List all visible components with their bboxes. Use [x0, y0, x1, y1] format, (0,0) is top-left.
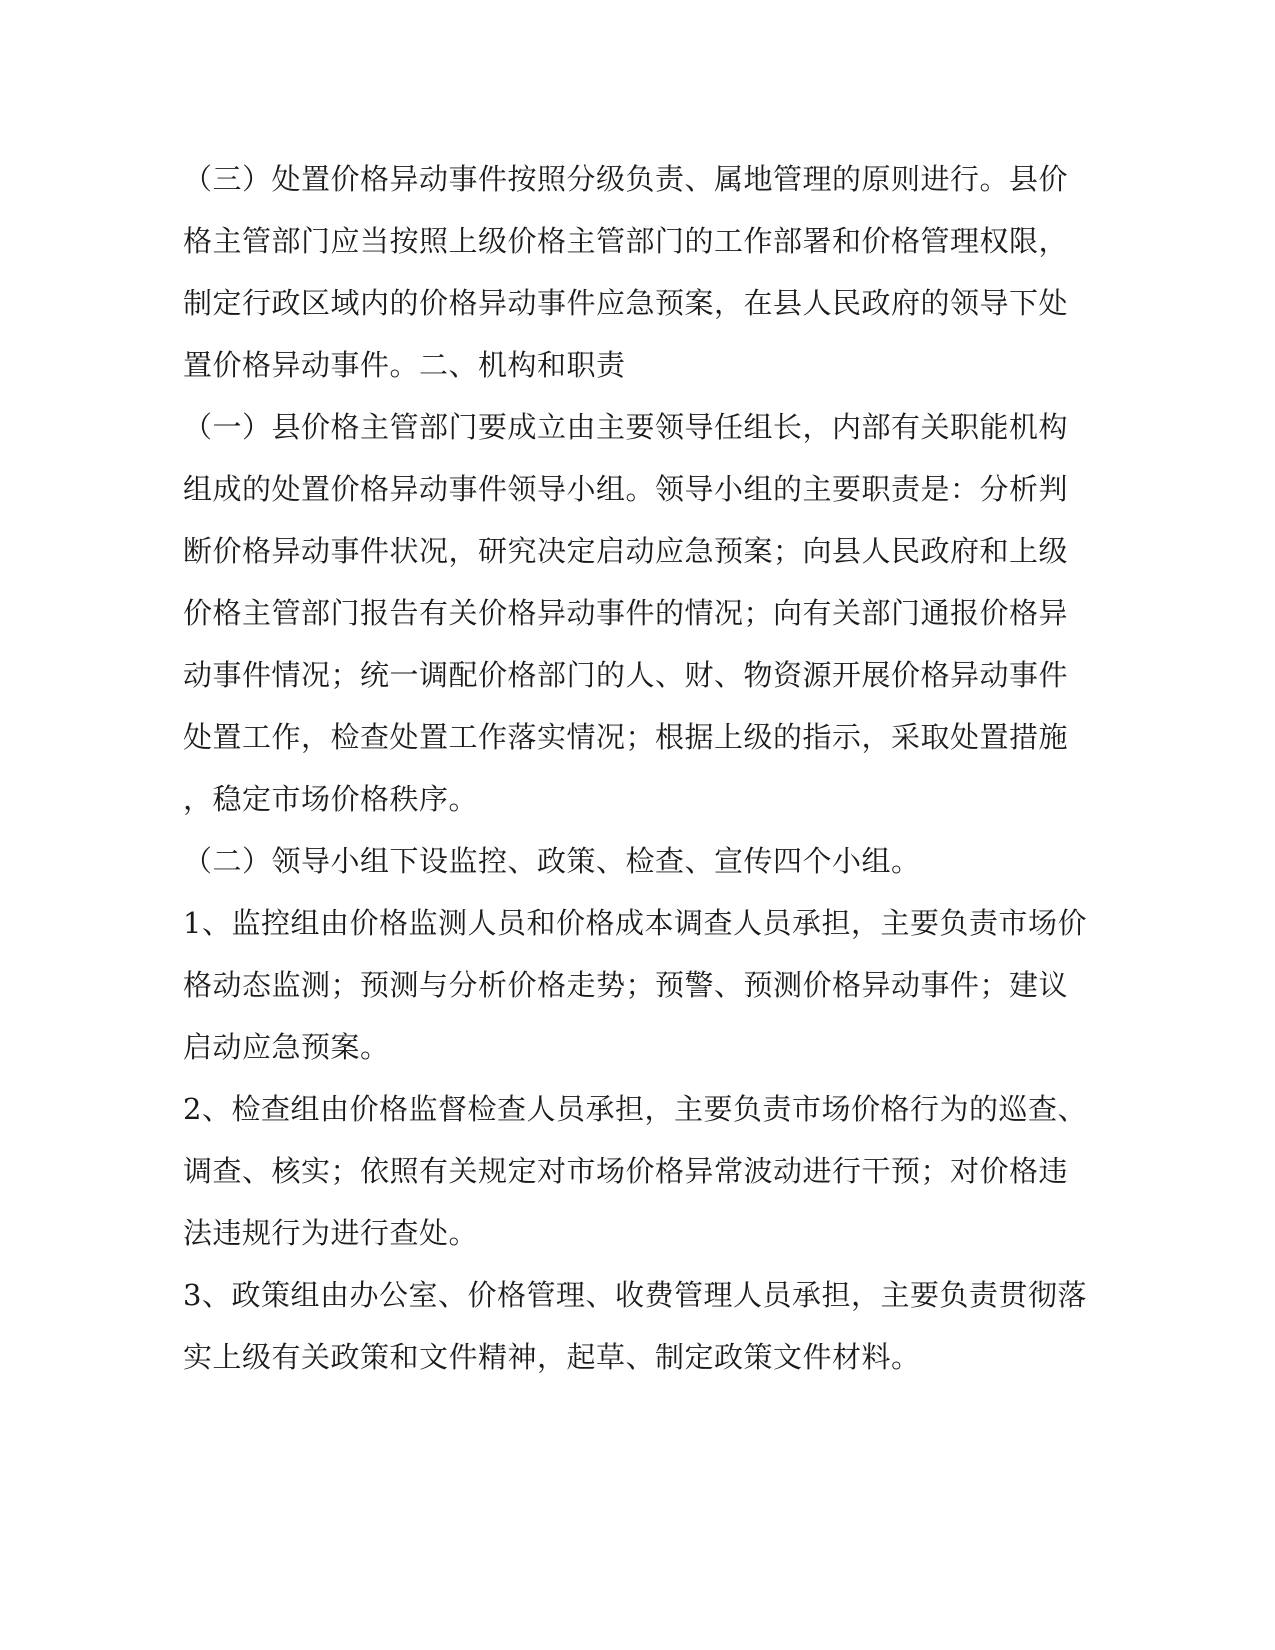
text-line: 启动应急预案。 [183, 1030, 390, 1064]
text-line: 法违规行为进行查处。 [183, 1216, 479, 1250]
text-line: 2、检查组由价格监督检查人员承担，主要负责市场价格行为的巡查、 [183, 1092, 1087, 1126]
text-line: 断价格异动事件状况，研究决定启动应急预案；向县人民政府和上级 [183, 534, 1069, 568]
text-line: 格动态监测；预测与分析价格走势；预警、预测价格异动事件；建议 [183, 968, 1069, 1002]
text-line: 调查、核实；依照有关规定对市场价格异常波动进行干预；对价格违 [183, 1154, 1069, 1188]
text-line: 3、政策组由办公室、价格管理、收费管理人员承担，主要负责贯彻落 [183, 1278, 1087, 1312]
text-line: 实上级有关政策和文件精神，起草、制定政策文件材料。 [183, 1340, 921, 1374]
document-body [183, 148, 1087, 1388]
text-line: 价格主管部门报告有关价格异动事件的情况；向有关部门通报价格异 [183, 596, 1069, 630]
text-line: 制定行政区域内的价格异动事件应急预案，在县人民政府的领导下处 [183, 286, 1069, 320]
text-line: 动事件情况；统一调配价格部门的人、财、物资源开展价格异动事件 [183, 658, 1069, 692]
text-line: （三）处置价格异动事件按照分级负责、属地管理的原则进行。县价 [183, 162, 1069, 196]
text-line: 组成的处置价格异动事件领导小组。领导小组的主要职责是：分析判 [183, 472, 1069, 506]
text-line: （二）领导小组下设监控、政策、检查、宣传四个小组。 [183, 844, 921, 878]
text-line: （一）县价格主管部门要成立由主要领导任组长，内部有关职能机构 [183, 410, 1069, 444]
text-line: 1、监控组由价格监测人员和价格成本调查人员承担，主要负责市场价 [183, 906, 1087, 940]
text-line: 处置工作，检查处置工作落实情况；根据上级的指示，采取处置措施 [183, 720, 1069, 754]
text-line: 置价格异动事件。二、机构和职责 [183, 348, 626, 382]
text-line: ，稳定市场价格秩序。 [183, 782, 479, 816]
text-line: 格主管部门应当按照上级价格主管部门的工作部署和价格管理权限， [183, 224, 1069, 258]
